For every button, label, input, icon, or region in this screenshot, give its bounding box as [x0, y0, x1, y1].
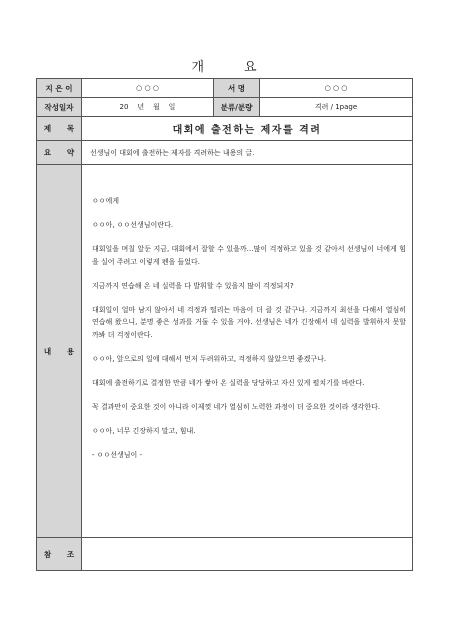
page-title: [0, 56, 450, 75]
row-reference: [37, 538, 413, 571]
title-left: 개: [191, 60, 206, 75]
title-right: 요: [244, 60, 259, 75]
signature-value: ○ ○ ○: [260, 79, 413, 98]
summary-label: 요 약: [37, 141, 82, 165]
letter-paragraph: 대회에 출전하기로 결정한 만큼 네가 쌓아 온 실력을 당당하고 자신 있게 펼치기를 바란다.: [92, 378, 365, 387]
letter-signoff: - ㅇㅇ선생님이 -: [92, 450, 143, 459]
content-label: 내 용: [37, 165, 82, 538]
letter-paragraph: 대회일을 며칠 앞둔 지금, 대회에서 잘할 수 있을까…많이 걱정하고 있을 것 같아서 선생님이 너에게 힘을 실어 주려고 이렇게 펜을 들었다.: [92, 245, 406, 266]
date-value: 20 년 월 일: [82, 98, 214, 117]
author-value: ○ ○ ○: [82, 79, 214, 98]
category-value: 격려 / 1page: [260, 98, 413, 117]
letter-paragraph: 꼭 결과만이 중요한 것이 아니라 이제껏 네가 열심히 노력한 과정이 더 중요한 것이라 생각한다.: [92, 402, 381, 411]
letter-paragraph: 대회일이 얼마 남지 않아서 네 걱정과 떨리는 마음이 더 클 것 같구나. 지금까지 최선을 다해서 열심히 연습해 왔으니, 분명 좋은 성과를 거둘 수 있을 거야. 선생님은 네가 긴장해서 네 실력을 발휘하지 못할까봐 더 걱정이란다.: [92, 305, 406, 339]
summary-value: 선생님이 대회에 출전하는 제자를 격려하는 내용의 글.: [82, 141, 413, 165]
row-content: [37, 165, 413, 538]
subject-label: 제 목: [37, 117, 82, 141]
row-date: [37, 98, 413, 117]
subject-value: 대회에 출전하는 제자를 격려: [82, 117, 413, 141]
letter-paragraph: ㅇㅇ아, 앞으로의 일에 대해서 먼저 두려워하고, 걱정하지 않았으면 좋겠구나.: [92, 354, 327, 363]
overview-form: [36, 78, 413, 571]
letter-paragraph: ㅇㅇ아, ㅇㅇ선생님이란다.: [92, 221, 174, 229]
signature-label: 서 명: [214, 79, 260, 98]
letter-text: [92, 195, 406, 461]
reference-value: [82, 538, 413, 571]
letter-paragraph: ㅇㅇ아, 너무 긴장하지 말고, 힘내.: [92, 426, 196, 435]
row-summary: [37, 141, 413, 165]
content-body: [82, 165, 413, 538]
row-author: [37, 79, 413, 98]
date-label: 작성일자: [37, 98, 82, 117]
letter-paragraph: ㅇㅇ에게: [92, 197, 120, 205]
row-subject: [37, 117, 413, 141]
reference-label: 참 조: [37, 538, 82, 571]
letter-paragraph: 지금까지 연습해 온 네 실력을 다 발휘할 수 있을지 많이 걱정되지?: [92, 281, 294, 290]
category-label: 분류/분량: [214, 98, 260, 117]
author-label: 지 은 이: [37, 79, 82, 98]
